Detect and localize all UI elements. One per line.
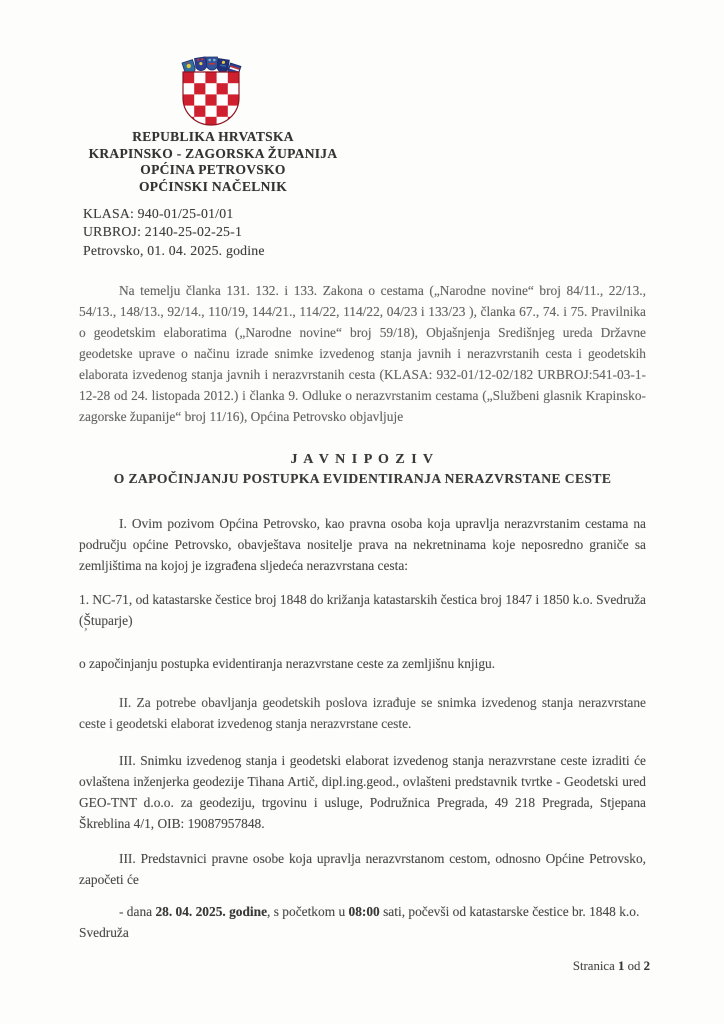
title-line-1: J A V N I P O Z I V: [290, 452, 435, 467]
survey-date: 28. 04. 2025. godine: [155, 904, 268, 919]
croatian-coat-of-arms-icon: [179, 56, 243, 128]
survey-date-line: [79, 901, 646, 943]
document-body: [79, 276, 646, 943]
paragraph-ii: II. Za potrebe obavljanja geodetskih poslova izrađuje se snimka izvedenog stanja nerazvrstane ceste i geodetski elaborat izvedenog stanja nerazvrstane ceste.: [79, 695, 646, 731]
org-line-county: KRAPINSKO - ZAGORSKA ŽUPANIJA: [88, 145, 338, 161]
purpose-line: o započinjanju postupka evidentiranja nerazvrstane ceste za zemljišnu knjigu.: [79, 656, 496, 671]
institution-header: [33, 129, 393, 195]
legal-basis-paragraph: Na temelju članka 131. 132. i 133. Zakona o cestama („Narodne novine“ broj 84/11., 22/13., 54/13., 148/13., 92/14., 110/19, 144/21., 114/22, 114/22, 04/23 i 133/23 ), članka 67., 74. i 75. Pravilnika o geodetskim elaboratima („Narodne novine“ broj 59/18), Objašnjenja Središnjeg ureda Državne geodetske uprave o načinu izrade snimke izvedenog stanja javnih i nerazvrstanih cesta i geodetskih elaborata izvedenog stanja javnih i nerazvrstanih cesta (KLASA: 932-01/12-02/182 URBROJ:541-03-1-12-28 od 24. listopada 2012.) i članka 9. Odluke o nerazvrstanim cestama („Službeni glasnik Krapinsko-zagorske županije“ broj 11/16), Općina Petrovsko objavljuje: [79, 283, 646, 424]
survey-time: 08:00: [348, 904, 380, 919]
coat-of-arms-svg: [179, 56, 243, 128]
klasa-line: KLASA: 940-01/25-01/01: [83, 206, 234, 221]
date-line-prefix: - dana: [119, 904, 156, 919]
place-date-line: Petrovsko, 01. 04. 2025. godine: [83, 242, 265, 258]
stray-scan-mark: ’: [84, 626, 88, 638]
footer-total-pages: 2: [643, 959, 650, 973]
title-line-2: O ZAPOČINJANJU POSTUPKA EVIDENTIRANJA NERAZVRSTANE CESTE: [113, 471, 612, 486]
road-item: 1. NC-71, od katastarske čestice broj 1848 do križanja katastarskih čestica broj 1847 i 1850 k.o. Svedruža (Štuparje): [79, 592, 646, 628]
reference-block: [83, 205, 265, 260]
org-line-country: REPUBLIKA HRVATSKA: [132, 129, 294, 144]
arms-shield: [183, 72, 239, 128]
urbroj-line: URBROJ: 2140-25-02-25-1: [83, 224, 243, 240]
paragraph-iii-2: III. Predstavnici pravne osobe koja upravlja nerazvrstanom cestom, odnosno Općine Petrovsko, započeti će: [79, 851, 646, 887]
paragraph-i: I. Ovim pozivom Općina Petrovsko, kao pravna osoba koja upravlja nerazvrstanim cestama na području općine Petrovsko, obavještava nositelje prava na nekretninama koje neposredno graniče sa zemljištima na kojoj je izgrađena sljedeća nerazvrstana cesta:: [79, 516, 646, 573]
date-line-suffix: sati, počevši od katastarske čestice br. 1848 k.o. Svedruža: [79, 904, 640, 940]
footer-page-number: 1: [617, 959, 625, 973]
footer-of: od: [624, 959, 644, 973]
page-footer: [573, 959, 650, 974]
paragraph-iii: III. Snimku izvedenog stanja i geodetski elaborat izvedenog stanja nerazvrstane ceste izraditi će ovlaštena inženjerka geodezije Tihana Artič, dipl.ing.geod., ovlašteni predstavnik tvrtke - Geodetski ured GEO-TNT d.o.o. za geodeziju, trgovinu i usluge, Podružnica Pregrada, 49 218 Pregrada, Stjepana Škreblina 4/1, OIB: 19087957848.: [79, 753, 646, 831]
org-line-municipality: OPĆINA PETROVSKO: [140, 162, 286, 178]
date-line-mid: , s početkom u: [267, 904, 349, 919]
footer-label: Stranica: [572, 959, 618, 973]
org-line-office: OPĆINSKI NAČELNIK: [139, 178, 287, 194]
